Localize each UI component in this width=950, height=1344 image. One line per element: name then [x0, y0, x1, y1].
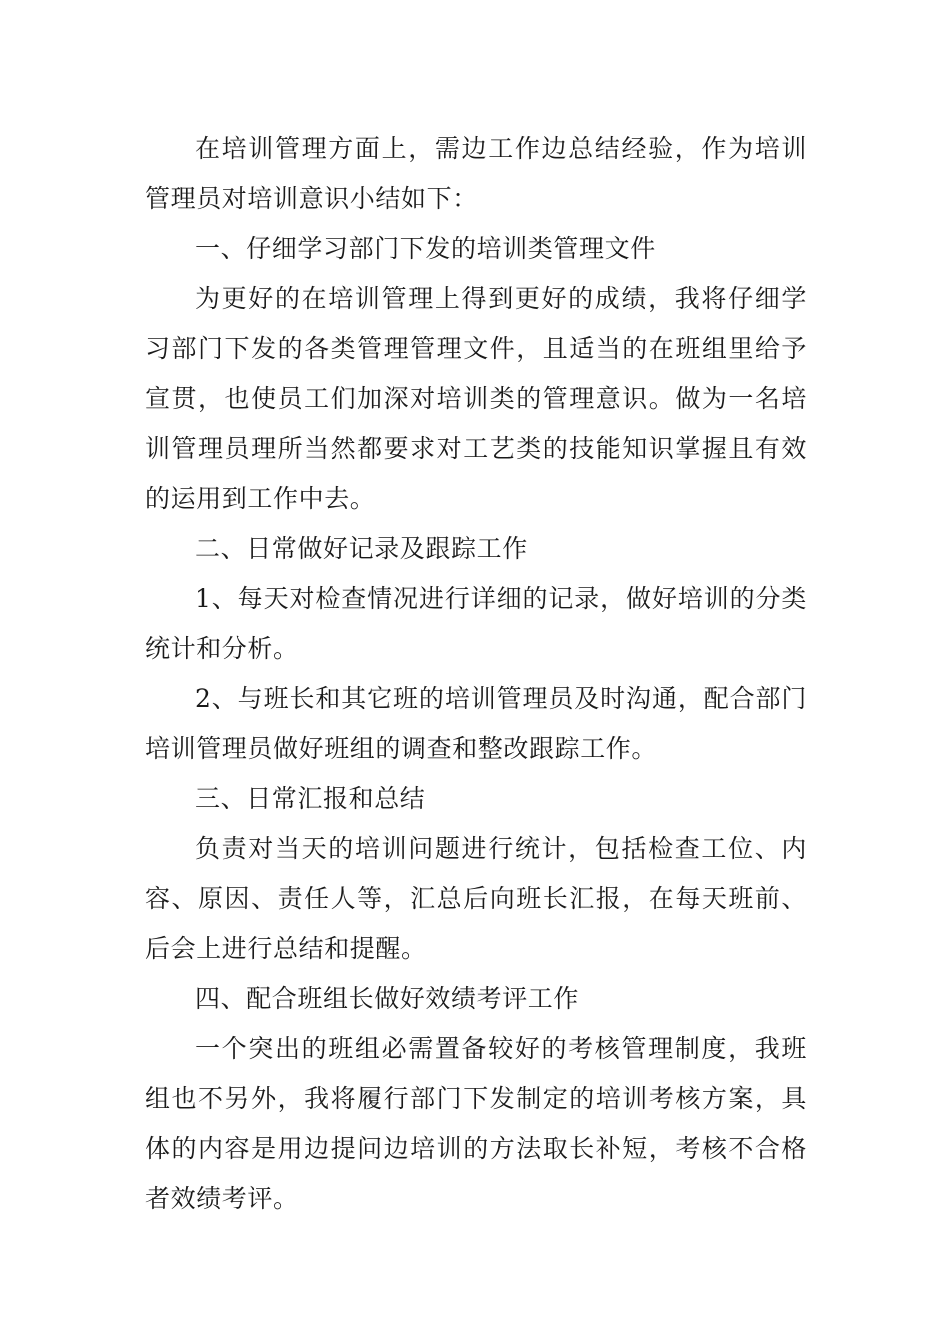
section-2-item-2: 2、与班长和其它班的培训管理员及时沟通，配合部门培训管理员做好班组的调查和整改跟踪工作。 — [145, 684, 807, 763]
section-heading-4: 四、配合班组长做好效绩考评工作 — [195, 984, 580, 1013]
section-heading-1: 一、仔细学习部门下发的培训类管理文件 — [195, 234, 656, 263]
section-heading-2: 二、日常做好记录及跟踪工作 — [195, 534, 528, 563]
section-4-paragraph: 一个突出的班组必需置备较好的考核管理制度，我班组也不另外，我将履行部门下发制定的培训考核方案，具体的内容是用边提问边培训的方法取长补短，考核不合格者效绩考评。 — [145, 1034, 807, 1213]
section-3-paragraph: 负责对当天的培训问题进行统计，包括检查工位、内容、原因、责任人等，汇总后向班长汇报，在每天班前、后会上进行总结和提醒。 — [145, 834, 807, 963]
section-heading-3: 三、日常汇报和总结 — [195, 784, 426, 813]
document-body — [145, 124, 807, 1224]
section-2-item-1: 1、每天对检查情况进行详细的记录，做好培训的分类统计和分析。 — [145, 584, 807, 663]
section-1-paragraph: 为更好的在培训管理上得到更好的成绩，我将仔细学习部门下发的各类管理管理文件，且适当的在班组里给予宣贯，也使员工们加深对培训类的管理意识。做为一名培训管理员理所当然都要求对工艺类的技能知识掌握且有效的运用到工作中去。 — [145, 284, 807, 513]
intro-paragraph: 在培训管理方面上，需边工作边总结经验，作为培训管理员对培训意识小结如下： — [145, 134, 807, 213]
